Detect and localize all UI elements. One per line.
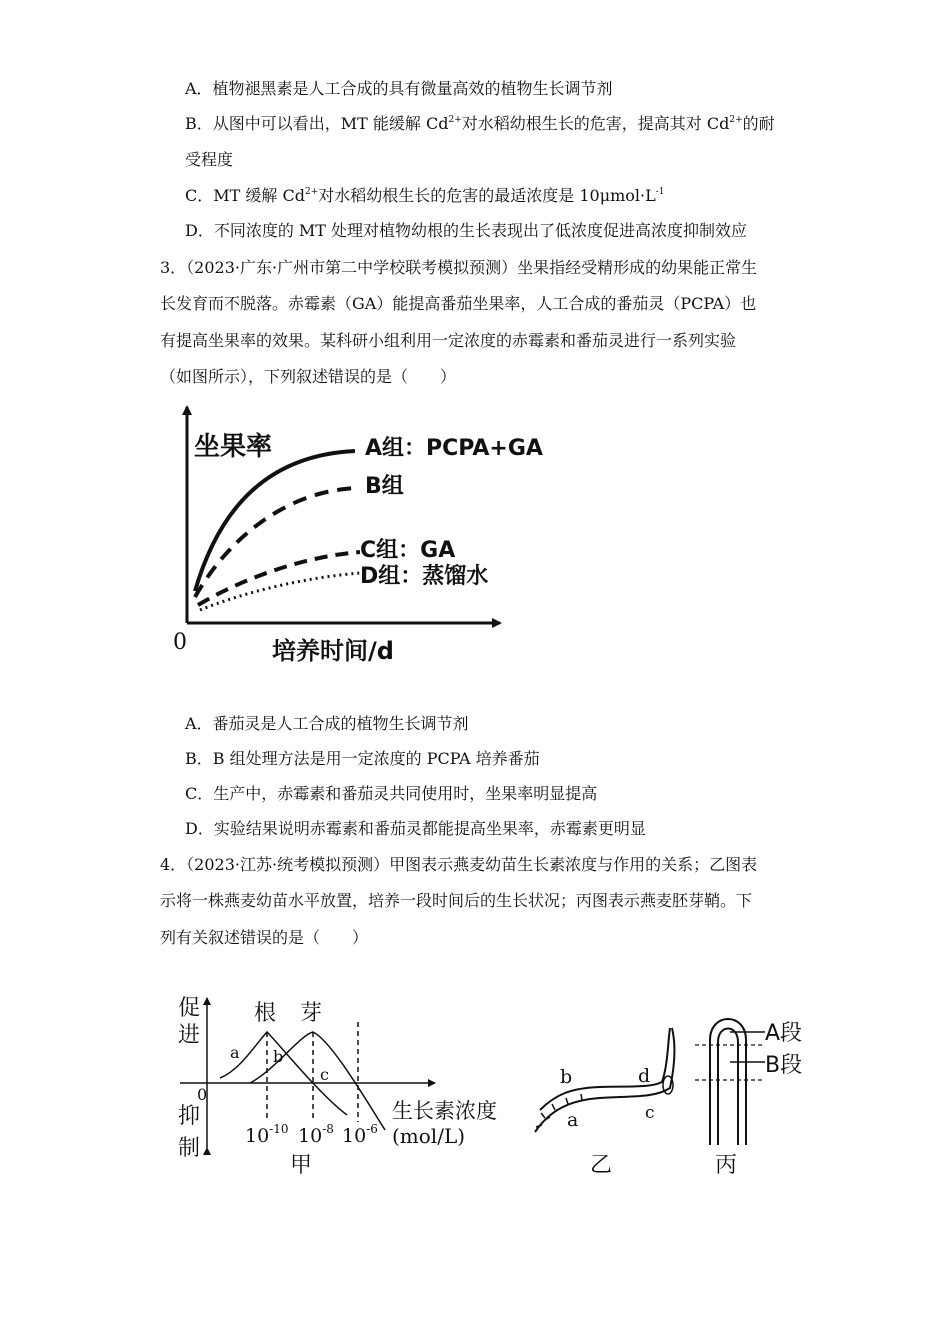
jia-x-unit: (mol/L): [392, 1124, 466, 1148]
jia-point-c: c: [320, 1065, 329, 1084]
jia-caption: 甲: [290, 1153, 313, 1178]
yi-point-a: a: [567, 1109, 579, 1131]
q2-option-d: D．不同浓度的 MT 处理对植物幼根的生长表现出了低浓度促进高浓度抑制效应: [185, 221, 748, 240]
jia-root-label: 根: [254, 1001, 277, 1026]
bing-coleoptile-outer: [710, 1019, 746, 1145]
q4-figure-jia: [170, 990, 520, 1180]
q3-origin: 0: [173, 630, 187, 655]
q3-option-b: B．B 组处理方法是用一定浓度的 PCPA 培养番茄: [185, 749, 540, 768]
jia-bud-curve: [250, 1032, 385, 1130]
q3-legend-b: B组: [365, 474, 404, 499]
q3-legend-c: C组：GA: [360, 538, 456, 563]
yi-caption: 乙: [590, 1153, 613, 1178]
q4-stem-line3: 列有关叙述错误的是（ ）: [160, 928, 369, 947]
q3-x-label: 培养时间/d: [272, 637, 394, 665]
q3-legend-a: A组：PCPA+GA: [365, 436, 543, 461]
q4-figure-bing: [690, 1010, 830, 1185]
jia-tick-1: $10^{-10}$: [245, 1122, 289, 1147]
q2-option-b-cont: 受程度: [185, 150, 234, 169]
q3-stem-line1: 3．（2023·广东·广州市第二中学校联考模拟预测）坐果指经受精形成的幼果能正常生: [160, 258, 758, 277]
jia-promote-label-2: 进: [178, 1023, 201, 1048]
jia-inhibit-label-2: 制: [178, 1136, 201, 1161]
q3-option-d: D．实验结果说明赤霉素和番茄灵都能提高坐果率，赤霉素更明显: [185, 819, 646, 838]
q3-chart: [160, 395, 543, 685]
jia-tick-3: $10^{-6}$: [342, 1122, 378, 1147]
bing-seg-a: A段: [765, 1021, 803, 1046]
q3-stem-line2: 长发育而不脱落。赤霉素（GA）能提高番茄坐果率，人工合成的番茄灵（PCPA）也: [160, 294, 757, 313]
q3-stem-line3: 有提高坐果率的效果。某科研小组利用一定浓度的赤霉素和番茄灵进行一系列实验: [160, 331, 737, 350]
bing-caption: 丙: [715, 1153, 738, 1178]
jia-point-b: b: [273, 1047, 284, 1066]
q4-figure-yi: [530, 1020, 690, 1180]
jia-inhibit-label-1: 抑: [178, 1104, 201, 1129]
yi-point-c: c: [645, 1103, 655, 1123]
bing-coleoptile-inner: [718, 1029, 738, 1146]
q3-curve-b: [195, 488, 358, 597]
q2-option-c: C．MT 缓解 $Cd^{2+}$对水稻幼根生长的危害的最适浓度是 $10\mu mol\cdot L^{-1}$: [185, 186, 665, 205]
q2-option-b: B．从图中可以看出，MT 能缓解 $Cd^{2+}$对水稻幼根生长的危害，提高其对 $Cd^{2+}$的耐: [185, 114, 775, 133]
q3-legend-d: D组：蒸馏水: [360, 564, 489, 589]
yi-point-b: b: [560, 1066, 573, 1088]
jia-bud-label: 芽: [300, 1001, 323, 1026]
q3-option-a: A．番茄灵是人工合成的植物生长调节剂: [185, 714, 469, 733]
q4-stem-line2: 示将一株燕麦幼苗水平放置，培养一段时间后的生长状况；丙图表示燕麦胚芽鞘。下: [160, 891, 753, 910]
bing-seg-b: B段: [765, 1053, 803, 1078]
jia-point-a: a: [230, 1043, 240, 1062]
jia-promote-label-1: 促: [178, 996, 201, 1021]
q4-stem-line1: 4．（2023·江苏·统考模拟预测）甲图表示燕麦幼苗生长素浓度与作用的关系；乙图表: [160, 855, 758, 874]
q3-stem-line4: （如图所示），下列叙述错误的是（ ）: [160, 367, 457, 386]
q3-option-c: C．生产中，赤霉素和番茄灵共同使用时，坐果率明显提高: [185, 784, 598, 803]
yi-point-d: d: [638, 1065, 651, 1087]
q2-option-a: A．植物褪黑素是人工合成的具有微量高效的植物生长调节剂: [185, 79, 613, 98]
jia-origin: 0: [197, 1085, 208, 1104]
q3-y-label: 坐果率: [194, 432, 273, 462]
jia-tick-2: $10^{-8}$: [298, 1122, 334, 1147]
jia-x-label: 生长素浓度: [392, 1099, 497, 1123]
